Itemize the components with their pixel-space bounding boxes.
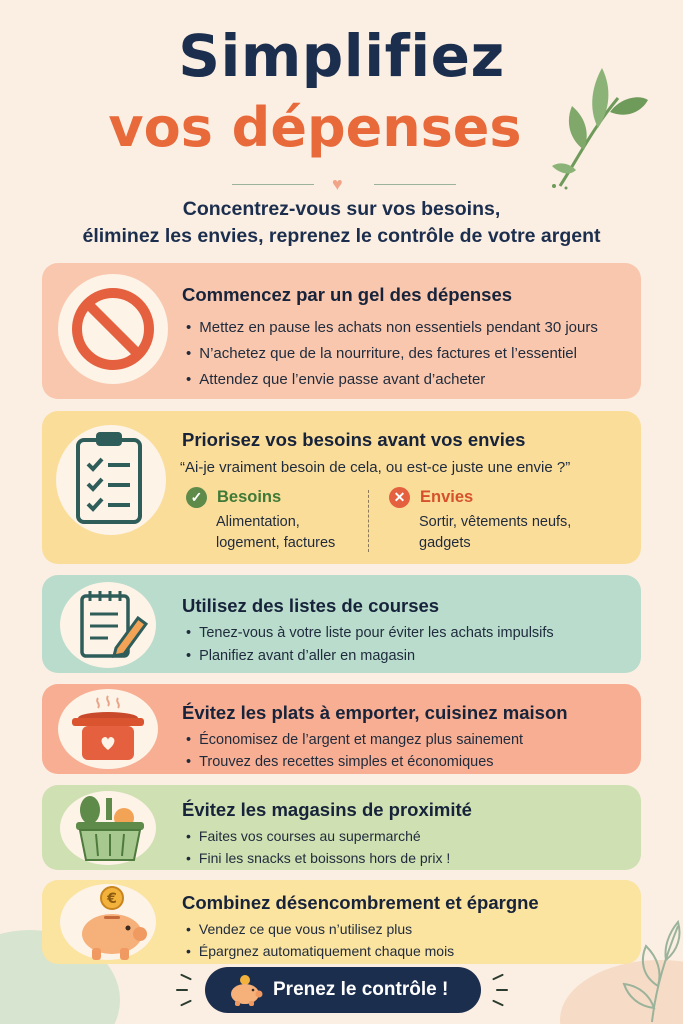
wants-text: Sortir, vêtements neufs, gadgets: [419, 514, 572, 551]
bullet-list: [186, 825, 450, 869]
wants-label: Envies: [420, 488, 474, 506]
list-item: • Faites vos courses au supermarché: [186, 825, 450, 847]
piggy-bank-euro-icon: [74, 884, 150, 962]
list-item: • Vendez ce que vous n’utilisez plus: [186, 918, 454, 940]
page-title-line2: vos dépenses: [108, 96, 522, 159]
title-divider: [232, 174, 456, 194]
heart-icon: ♥: [332, 174, 343, 194]
list-item: • Planifiez avant d’aller en magasin: [186, 645, 554, 668]
piggy-bank-icon: [225, 974, 265, 1006]
page-title-line1: Simplifiez: [178, 22, 505, 90]
list-item: • Mettez en pause les achats non essentiels pendant 30 jours: [186, 315, 598, 341]
list-item: • N’achetez que de la nourriture, des factures et l’essentiel: [186, 341, 598, 367]
card-title: Combinez désencombrement et épargne: [182, 892, 539, 913]
bullet-list: [186, 622, 554, 668]
needs-label: Besoins: [217, 488, 282, 506]
list-item: • Économisez de l’argent et mangez plus sainement: [186, 729, 523, 751]
divider-line-left: [232, 184, 314, 185]
subtitle-line1: Concentrez-vous sur vos besoins,: [182, 198, 501, 220]
cooking-pot-icon: [70, 694, 146, 764]
list-item: • Trouvez des recettes simples et économiques: [186, 751, 523, 773]
list-item: • Fini les snacks et boissons hors de prix !: [186, 847, 450, 869]
check-icon: ✓: [186, 487, 207, 508]
column-divider: [368, 490, 369, 552]
list-item: • Tenez-vous à votre liste pour éviter les achats impulsifs: [186, 622, 554, 645]
bullet-list: [186, 315, 598, 393]
grocery-basket-icon: [72, 792, 148, 864]
card-quote: “Ai-je vraiment besoin de cela, ou est-ce juste une envie ?”: [180, 459, 571, 476]
cross-icon: ✕: [389, 487, 410, 508]
sparkle-right-mid: [496, 989, 508, 991]
needs-heading: [186, 487, 335, 508]
card-title: Utilisez des listes de courses: [182, 595, 440, 616]
sparkle-left-mid: [176, 989, 188, 991]
list-item: • Épargnez automatiquement chaque mois: [186, 940, 454, 962]
clipboard-checklist-icon: [72, 430, 146, 526]
svg-text:€: €: [107, 891, 117, 907]
sparkle-right-top: [492, 974, 504, 981]
card-title: Évitez les plats à emporter, cuisinez maison: [182, 702, 568, 723]
cta-label: Prenez le contrôle !: [273, 979, 449, 1000]
card-title: Évitez les magasins de proximité: [182, 799, 472, 820]
sparkle-right-bottom: [492, 1000, 504, 1007]
subtitle-line2: éliminez les envies, reprenez le contrôle de votre argent: [82, 225, 601, 247]
list-item: • Attendez que l’envie passe avant d’acheter: [186, 367, 598, 393]
bullet-list: [186, 918, 454, 962]
prohibited-icon: [70, 286, 156, 372]
take-control-button[interactable]: [205, 967, 481, 1013]
wants-heading: [389, 487, 571, 508]
bullet-list: [186, 729, 523, 773]
leaf-outline-decoration: [612, 916, 682, 1024]
needs-column: [186, 487, 335, 554]
sparkle-left-top: [180, 974, 192, 981]
leaf-sprig-icon: [548, 58, 648, 193]
card-title: Priorisez vos besoins avant vos envies: [182, 429, 526, 450]
card-title: Commencez par un gel des dépenses: [182, 284, 513, 305]
shopping-list-pencil-icon: [76, 588, 148, 662]
divider-line-right: [374, 184, 456, 185]
wants-column: [389, 487, 571, 554]
sparkle-left-bottom: [180, 1000, 192, 1007]
subtitle: [0, 196, 683, 250]
needs-text: Alimentation, logement, factures: [216, 514, 336, 551]
